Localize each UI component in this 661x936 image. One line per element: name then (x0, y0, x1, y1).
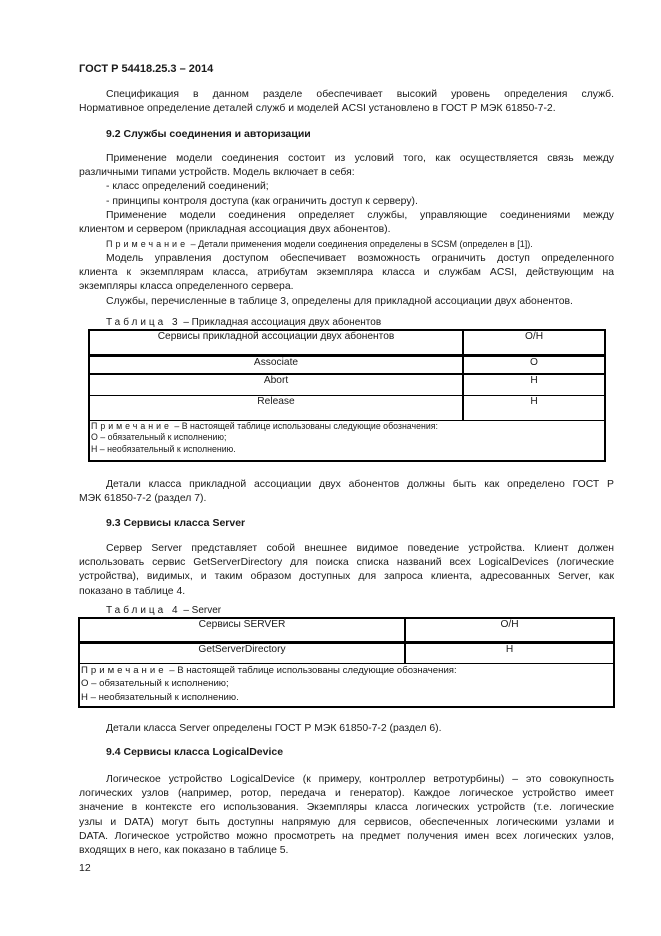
text-line: Применение модели соединения определяет службы, управляющие соединениями между (106, 209, 614, 221)
table-cell: О (463, 355, 605, 374)
table-row (79, 642, 614, 663)
table-3 (88, 329, 606, 462)
table-note-row (79, 663, 614, 707)
note-label: Примечание (91, 420, 172, 431)
text-line: использовать сервис GetServerDirectory для поиска списка названий всех LogicalDevices (логические (79, 557, 614, 569)
caption-text: – Server (180, 605, 222, 616)
text-line: Логическое устройство LogicalDevice (к примеру, контроллер ветротурбины) – это совокупность (106, 774, 614, 785)
table-4 (78, 617, 615, 708)
text-line: клиента к экземплярам класса, атрибутам экземпляра класса и службам ACSI, действующим на (79, 267, 614, 279)
text-line: узлы и DATA) могут быть доступны напрямую для сервисов, обеспеченных логическими узлами и (79, 816, 614, 828)
text-line: Службы, перечисленные в таблице 3, определены для прикладной ассоциации двух абонентов. (106, 295, 573, 307)
paragraph-logical-device (79, 773, 614, 858)
caption-text: – Прикладная ассоциация двух абонентов (180, 317, 382, 328)
text-line: клиентом и сервером (прикладная ассоциация двух абонентов). (79, 224, 391, 236)
section-heading-9-4: 9.4 Сервисы класса LogicalDevice (106, 746, 284, 758)
note-text: – В настоящей таблице использованы следующие обозначения: (166, 664, 457, 676)
table-cell: Н (405, 642, 614, 663)
note-text: – В настоящей таблице использованы следующие обозначения: (171, 420, 438, 431)
text-line: Сервер Server представляет собой внешнее видимое поведение устройства. Клиент должен (106, 543, 614, 554)
table-row (89, 355, 605, 374)
table-cell: GetServerDirectory (79, 642, 405, 663)
note-label: Примечание (81, 664, 167, 676)
document-header-id: ГОСТ Р 54418.25.3 – 2014 (79, 63, 214, 75)
text-line: устройства), видимых, и таким образом доступных для запроса клиента, адресованных Server, как (79, 571, 614, 583)
paragraph-association-details (79, 478, 614, 506)
table-cell: Associate (89, 355, 463, 374)
list-item: - принципы контроля доступа (как ограничить доступ к серверу). (106, 195, 418, 207)
table-cell: Abort (89, 374, 463, 395)
text-line: МЭК 61850-7-2 (раздел 7). (79, 493, 207, 505)
paragraph-server-details (79, 722, 614, 736)
text-line: Модель управления доступом обеспечивает возможность ограничить доступ определенного (106, 253, 614, 264)
text-line: логических узлов (например, ротор, передача и генератор). Каждое логическое устройство имеет (79, 788, 614, 800)
caption-label: Таблица 3 (106, 317, 181, 328)
text-line: экземпляры класса определенного сервера. (79, 281, 294, 293)
text-line: входящих в него, как показано в таблице 5. (79, 845, 289, 857)
text-line: различными типами устройств. Модель включает в себя: (79, 167, 355, 179)
table-row (89, 395, 605, 420)
table-3-caption (106, 317, 381, 328)
table-header-cell: Сервисы SERVER (79, 618, 405, 642)
paragraph-connection-model (79, 152, 614, 251)
table-header-row (89, 330, 605, 355)
text-line: показано в таблице 4. (79, 585, 186, 597)
caption-label: Таблица 4 (106, 605, 181, 616)
text-line: Применение модели соединения состоит из условий того, как осуществляется связь между (106, 153, 614, 164)
table-row (89, 374, 605, 395)
table-header-cell: Сервисы прикладной ассоциации двух абонентов (89, 330, 463, 355)
text-line: значение в контексте его использования. Экземпляры класса логических устройств (т.е. логические (79, 802, 614, 814)
table-note (79, 663, 614, 707)
table-note (89, 420, 605, 461)
paragraph-server (79, 542, 614, 599)
text-line: Нормативное определение деталей служб и моделей ACSI установлено в ГОСТ Р МЭК 61850-7-2. (79, 103, 556, 115)
section-heading-9-3: 9.3 Сервисы класса Server (106, 517, 246, 529)
table-4-caption (106, 605, 221, 616)
page-number: 12 (79, 862, 91, 874)
text-line: Детали класса прикладной ассоциации двух абонентов должны быть как определено ГОСТ Р (106, 479, 614, 490)
note-text: Н – необязательный к исполнению. (81, 691, 239, 703)
table-header-cell: О/Н (463, 330, 605, 355)
text-line: Спецификация в данном разделе обеспечивает высокий уровень определения служб. (106, 89, 614, 100)
table-cell: Н (463, 374, 605, 395)
table-header-row (79, 618, 614, 642)
table-cell: Н (463, 395, 605, 420)
table-header-cell: О/Н (405, 618, 614, 642)
text-line: DATA. Логическое устройство можно просмотреть на предмет получения имен всех логических узлов, (79, 830, 614, 842)
paragraph-access-control (79, 252, 614, 309)
section-heading-9-2: 9.2 Службы соединения и авторизации (106, 128, 311, 140)
note-text: Н – необязательный к исполнению. (91, 443, 236, 454)
note-text: – Детали применения модели соединения определены в SCSM (определен в [1]). (188, 239, 533, 250)
list-item: - класс определений соединений; (106, 181, 269, 193)
note-line (79, 237, 614, 251)
paragraph-intro (79, 88, 614, 116)
note-text: О – обязательный к исполнению; (91, 432, 227, 442)
table-note-row (89, 420, 605, 461)
note-label: Примечание (106, 239, 189, 250)
note-text: О – обязательный к исполнению; (81, 678, 229, 689)
table-cell: Release (89, 395, 463, 420)
text-line: Детали класса Server определены ГОСТ Р МЭК 61850-7-2 (раздел 6). (106, 723, 442, 734)
